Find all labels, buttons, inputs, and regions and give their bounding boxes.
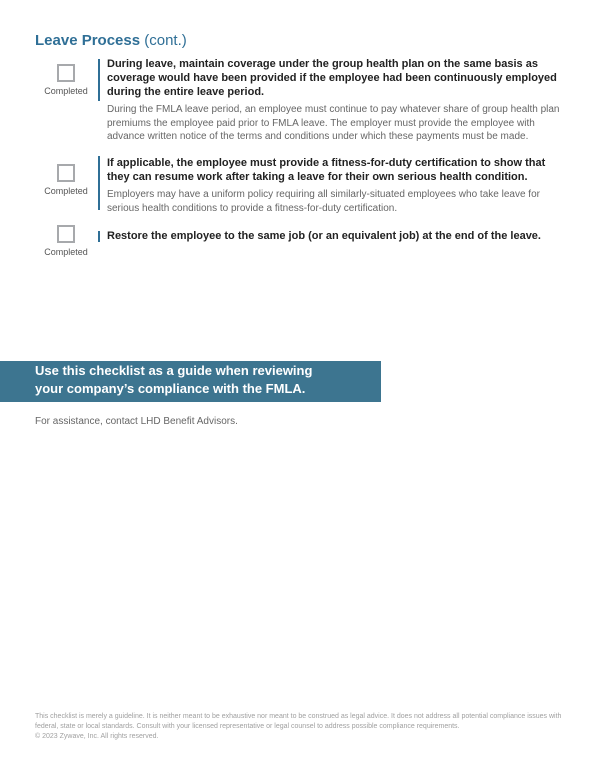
completed-checkbox[interactable] xyxy=(57,64,75,82)
completed-label: Completed xyxy=(44,86,88,96)
item-description: During the FMLA leave period, an employee must continue to pay whatever share of group health plan premiums the employee paid prior to FMLA leave. The employer must provide the employee with advance written notice of the terms and conditions under which these payments must be made. xyxy=(107,104,560,142)
footer-disclaimer xyxy=(35,712,565,742)
page-title xyxy=(35,32,187,49)
assistance-text: For assistance, contact LHD Benefit Advisors. xyxy=(35,416,238,427)
banner-line-1: Use this checklist as a guide when reviewing xyxy=(35,363,313,378)
completed-checkbox-group[interactable] xyxy=(35,64,97,96)
completed-checkbox[interactable] xyxy=(57,164,75,182)
item-accent-bar xyxy=(98,231,100,242)
copyright-text: © 2023 Zywave, Inc. All rights reserved. xyxy=(35,733,159,740)
item-heading: If applicable, the employee must provide a fitness-for-duty certification to show that they can resume work after taking a leave for their own serious health condition. xyxy=(107,157,546,183)
item-accent-bar xyxy=(98,156,100,210)
item-content xyxy=(107,57,567,144)
page-title-suffix: (cont.) xyxy=(144,32,187,49)
item-content xyxy=(107,156,567,215)
item-accent-bar xyxy=(98,59,100,101)
banner-line-2: your company’s compliance with the FMLA. xyxy=(35,381,306,396)
completed-label: Completed xyxy=(44,186,88,196)
item-content xyxy=(107,229,567,243)
guide-banner xyxy=(0,361,381,402)
completed-label: Completed xyxy=(44,247,88,257)
item-heading: Restore the employee to the same job (or an equivalent job) at the end of the leave. xyxy=(107,230,541,242)
item-description: Employers may have a uniform policy requiring all similarly-situated employees who take leave for serious health conditions to provide a fitness-for-duty certification. xyxy=(107,189,540,214)
completed-checkbox-group[interactable] xyxy=(35,164,97,196)
completed-checkbox[interactable] xyxy=(57,225,75,243)
page-title-main: Leave Process xyxy=(35,32,141,49)
item-heading: During leave, maintain coverage under the group health plan on the same basis as coverage would have been provided if the employee had been continuously employed during the entire leave period. xyxy=(107,58,557,98)
disclaimer-text: This checklist is merely a guideline. It is neither meant to be exhaustive nor meant to be construed as legal advice. It does not address all potential compliance issues with federal, state or local standards. Consult with your licensed representative or legal counsel to address possible compliance requirements. xyxy=(35,713,562,730)
completed-checkbox-group[interactable] xyxy=(35,225,97,257)
